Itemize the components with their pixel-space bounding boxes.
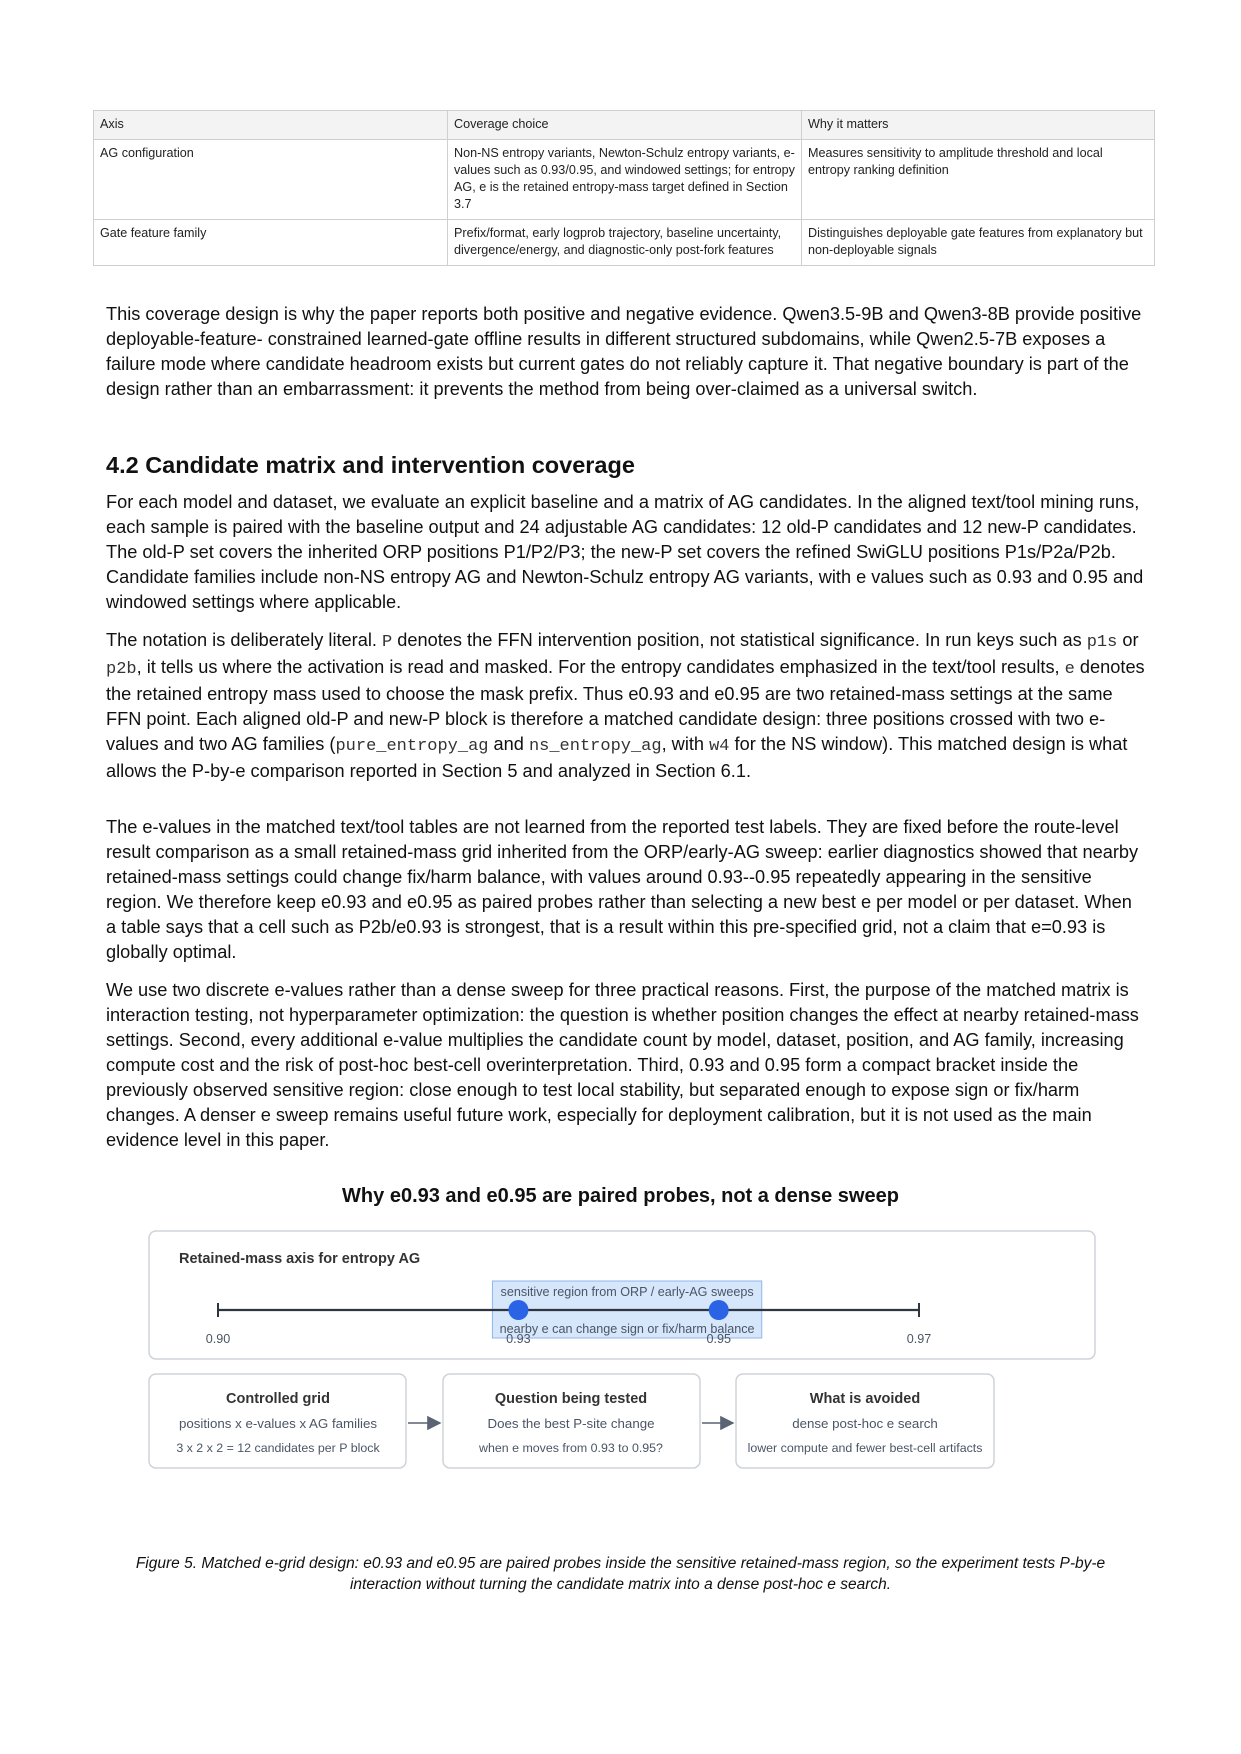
table-row [94, 220, 1155, 266]
figure-diagram [148, 1230, 1098, 1500]
box-title: Controlled grid [226, 1391, 330, 1407]
paragraph-discrete-e-values: We use two discrete e-values rather than a dense sweep for three practical reasons. First, the purpose of the matched matrix is interaction testing, not hyperparameter optimization: the question is whether position changes the effect at nearby retained-mass settings. Second, every additional e-value multiplies the candidate count by model, dataset, position, and AG family, increasing compute cost and the risk of post-hoc best-cell overinterpretation. Third, 0.93 and 0.95 form a compact bracket inside the previously observed sensitive region: close enough to test local stability, but separated enough to expose sign or fix/harm changes. A denser e sweep remains useful future work, especially for deployment calibration, but it is not used as the main evidence level in this paper. [106, 980, 1139, 1150]
table-cell: Prefix/format, early logprob trajectory, baseline uncertainty, divergence/energy, and diagnostic-only post-fork features [448, 220, 802, 266]
inline-code: e [1064, 660, 1075, 679]
table-header-cell: Why it matters [802, 111, 1155, 140]
inline-code: P [382, 633, 393, 652]
tick-label: 0.95 [706, 1332, 731, 1346]
tick-label: 0.97 [906, 1332, 932, 1346]
box-line: 3 x 2 x 2 = 12 candidates per P block [176, 1441, 380, 1455]
box-title: What is avoided [809, 1391, 921, 1407]
box-line: lower compute and fewer best-cell artifacts [747, 1441, 983, 1455]
table-cell: Non-NS entropy variants, Newton-Schulz entropy variants, e-values such as 0.93/0.95, and windowed settings; for entropy AG, e is the retained entropy-mass target defined in Section 3.7 [448, 140, 802, 220]
inline-code: ns_entropy_ag [528, 737, 662, 756]
table-cell: AG configuration [94, 140, 448, 220]
table-header-row [94, 111, 1155, 140]
text-span: or [1117, 630, 1139, 650]
text-span: , with [661, 734, 710, 754]
text-span: for the NS window). This matched design is what allows the P-by-e comparison reported in Section 5 and analyzed in Section 6.1. [106, 734, 1128, 781]
box-title: Question being tested [494, 1391, 648, 1407]
axis-panel-title: Retained-mass axis for entropy AG [179, 1251, 421, 1267]
text-span: The notation is deliberately literal. [106, 630, 382, 650]
box-line: when e moves from 0.93 to 0.95? [479, 1441, 663, 1455]
inline-code: p2b [106, 660, 137, 679]
paragraph-e-values: The e-values in the matched text/tool tables are not learned from the reported test labels. They are fixed before the route-level result comparison as a small retained-mass grid inherited from the ORP/early-AG sweep: earlier diagnostics showed that nearby retained-mass settings could change fix/harm balance, with values around 0.93--0.95 repeatedly appearing in the sensitive region. We therefore keep e0.93 and e0.95 as paired probes rather than selecting a new best e per model or per dataset. When a table says that a cell such as P2b/e0.93 is strongest, that is a result within this pre-specified grid, not a claim that e=0.93 is globally optimal. [106, 817, 1139, 962]
probe-marker-e093 [508, 1300, 528, 1320]
box-line: dense post-hoc e search [792, 1416, 938, 1431]
table-row [94, 140, 1155, 220]
paragraph-candidate-matrix: For each model and dataset, we evaluate an explicit baseline and a matrix of AG candidates. In the aligned text/tool mining runs, each sample is paired with the baseline output and 24 adjustable AG candidates: 12 old-P candidates and 12 new-P candidates. The old-P set covers the inherited ORP positions P1/P2/P3; the new-P set covers the refined SwiGLU positions P1s/P2a/P2b. Candidate families include non-NS entropy AG and Newton-Schulz entropy AG variants, with e values such as 0.93 and 0.95 and windowed settings where applicable. [106, 492, 1144, 612]
paragraph-notation [106, 628, 1146, 784]
text-span: denotes the retained entropy mass used to choose the mask prefix. Thus e0.93 and e0.95 are two retained-mass settings at the same FFN point. Each aligned old-P and new-P block is therefore a matched candidate design: three positions crossed with two e-values and two AG families ( [106, 657, 1145, 754]
table-cell: Measures sensitivity to amplitude threshold and local entropy ranking definition [802, 140, 1155, 220]
inline-code: p1s [1086, 633, 1118, 652]
table-header-cell: Axis [94, 111, 448, 140]
region-label-bottom: nearby e can change sign or fix/harm balance [499, 1322, 755, 1336]
coverage-table [93, 110, 1155, 266]
inline-code: pure_entropy_ag [335, 737, 489, 756]
box-line: positions x e-values x AG families [178, 1416, 378, 1431]
figure-title: Why e0.93 and e0.95 are paired probes, not a dense sweep [342, 1185, 899, 1207]
section-heading: 4.2 Candidate matrix and intervention coverage [106, 452, 635, 478]
text-span: and [488, 734, 529, 754]
inline-code: w4 [709, 737, 730, 756]
paragraph-coverage-design: This coverage design is why the paper reports both positive and negative evidence. Qwen3.5-9B and Qwen3-8B provide positive deployable-feature- constrained learned-gate offline results in different structured subdomains, while Qwen2.5-7B exposes a failure mode where candidate headroom exists but current gates do not reliably capture it. That negative boundary is part of the design rather than an embarrassment: it prevents the method from being over-claimed as a universal switch. [106, 304, 1142, 399]
table-header-cell: Coverage choice [448, 111, 802, 140]
figure-caption: Figure 5. Matched e-grid design: e0.93 and e0.95 are paired probes inside the sensitive retained-mass region, so the experiment tests P-by-e interaction without turning the candidate matrix into a dense post-hoc e search. [135, 1555, 1106, 1593]
text-span: denotes the FFN intervention position, not statistical significance. In run keys such as [392, 630, 1087, 650]
table-cell: Distinguishes deployable gate features from explanatory but non-deployable signals [802, 220, 1155, 266]
box-line: Does the best P-site change [487, 1416, 655, 1431]
table-cell: Gate feature family [94, 220, 448, 266]
tick-label: 0.93 [506, 1332, 531, 1346]
probe-marker-e095 [709, 1300, 729, 1320]
text-span: , it tells us where the activation is read and masked. For the entropy candidates emphasized in the text/tool results, [136, 657, 1065, 677]
region-label-top: sensitive region from ORP / early-AG sweeps [500, 1285, 754, 1299]
tick-label: 0.90 [205, 1332, 231, 1346]
